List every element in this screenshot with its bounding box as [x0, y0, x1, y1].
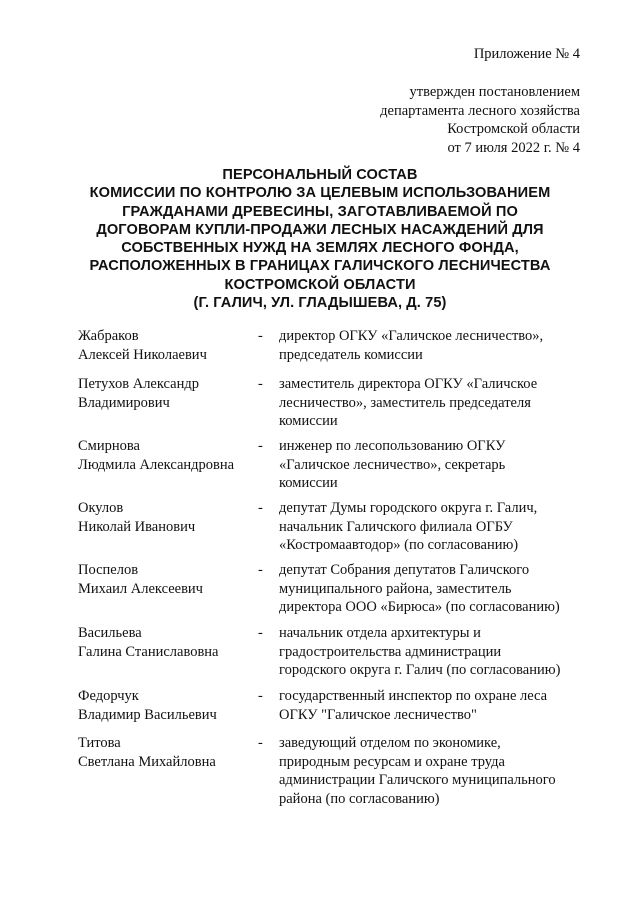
member-name-line: Петухов Александр — [78, 376, 199, 392]
member-role-line: директор ОГКУ «Галичское лесничество», — [279, 328, 544, 344]
member-role — [279, 375, 584, 431]
member-name — [78, 437, 253, 474]
approval-line: департамента лесного хозяйства — [380, 102, 580, 119]
member-role-line: «Костромаавтодор» (по согласованию) — [279, 537, 519, 554]
title-line: (Г. ГАЛИЧ, УЛ. ГЛАДЫШЕВА, Д. 75) — [193, 295, 447, 312]
member-name-line: Федорчук — [78, 688, 139, 704]
title-line: КОМИССИИ ПО КОНТРОЛЮ ЗА ЦЕЛЕВЫМ ИСПОЛЬЗОВАНИЕМ — [89, 185, 551, 202]
approval-line: утвержден постановлением — [409, 84, 580, 100]
member-role — [279, 437, 584, 493]
member-role-line: городского округа г. Галич (по согласованию) — [279, 662, 561, 679]
member-name-line: Жабраков — [78, 328, 139, 344]
member-role-line: государственный инспектор по охране леса — [279, 688, 548, 704]
approval-line: от 7 июля 2022 г. № 4 — [447, 139, 580, 156]
member-role — [279, 561, 584, 617]
member-name-line: Владимир Васильевич — [78, 706, 217, 723]
member-role-line: администрации Галичского муниципального — [279, 772, 556, 789]
member-dash: - — [258, 735, 263, 751]
member-name — [78, 499, 253, 536]
approval-block — [380, 83, 580, 157]
member-role-line: комиссии — [279, 475, 338, 492]
member-name-line: Владимирович — [78, 394, 170, 411]
member-role-line: председатель комиссии — [279, 346, 423, 363]
member-name-line: Поспелов — [78, 562, 139, 578]
member-dash: - — [258, 328, 263, 344]
member-name — [78, 687, 253, 724]
member-name-line: Светлана Михайловна — [78, 753, 216, 770]
member-role — [279, 734, 584, 809]
member-role-line: лесничество», заместитель председателя — [279, 394, 531, 411]
member-role-line: района (по согласованию) — [279, 791, 440, 808]
document-title — [70, 166, 570, 312]
title-line: ПЕРСОНАЛЬНЫЙ СОСТАВ — [222, 167, 418, 183]
member-role — [279, 624, 584, 680]
member-dash: - — [258, 688, 263, 704]
member-dash: - — [258, 500, 263, 516]
member-role-line: начальник Галичского филиала ОГБУ — [279, 518, 513, 535]
member-dash: - — [258, 625, 263, 641]
member-dash: - — [258, 562, 263, 578]
member-dash: - — [258, 438, 263, 454]
member-name-line: Окулов — [78, 500, 124, 516]
title-line: ДОГОВОРАМ КУПЛИ-ПРОДАЖИ ЛЕСНЫХ НАСАЖДЕНИЙ ДЛЯ — [96, 221, 544, 238]
member-name-line: Михаил Алексеевич — [78, 580, 203, 597]
member-role-line: депутат Собрания депутатов Галичского — [279, 562, 530, 578]
member-role-line: муниципального района, заместитель — [279, 580, 512, 597]
member-role-line: инженер по лесопользованию ОГКУ — [279, 438, 506, 454]
member-role-line: депутат Думы городского округа г. Галич, — [279, 500, 538, 516]
member-role-line: ОГКУ "Галичское лесничество" — [279, 706, 477, 723]
member-name — [78, 624, 253, 661]
member-name-line: Людмила Александровна — [78, 456, 235, 473]
member-role-line: начальник отдела архитектуры и — [279, 625, 481, 641]
member-role-line: «Галичское лесничество», секретарь — [279, 456, 506, 473]
title-line: СОБСТВЕННЫХ НУЖД НА ЗЕМЛЯХ ЛЕСНОГО ФОНДА, — [121, 240, 519, 257]
member-role-line: заведующий отделом по экономике, — [279, 735, 501, 751]
member-name-line: Васильева — [78, 625, 142, 641]
member-name-line: Титова — [78, 735, 121, 751]
member-role — [279, 499, 584, 555]
member-name — [78, 561, 253, 598]
member-name-line: Алексей Николаевич — [78, 346, 207, 363]
appendix-label: Приложение № 4 — [473, 46, 580, 62]
member-role-line: директора ООО «Бирюса» (по согласованию) — [279, 599, 560, 616]
member-dash: - — [258, 376, 263, 392]
member-name — [78, 734, 253, 771]
member-role-line: комиссии — [279, 413, 338, 430]
member-name — [78, 327, 253, 364]
member-name-line: Галина Станиславовна — [78, 643, 219, 660]
member-role — [279, 327, 584, 364]
approval-line: Костромской области — [447, 121, 580, 137]
member-role-line: градостроительства администрации — [279, 643, 502, 660]
member-name-line: Николай Иванович — [78, 518, 196, 535]
member-role-line: заместитель директора ОГКУ «Галичское — [279, 376, 538, 392]
member-name-line: Смирнова — [78, 438, 140, 454]
title-line: КОСТРОМСКОЙ ОБЛАСТИ — [224, 276, 416, 293]
member-role — [279, 687, 584, 724]
title-line: РАСПОЛОЖЕННЫХ В ГРАНИЦАХ ГАЛИЧСКОГО ЛЕСНИЧЕСТВА — [89, 258, 551, 275]
member-role-line: природным ресурсам и охране труда — [279, 753, 505, 770]
title-line: ГРАЖДАНАМИ ДРЕВЕСИНЫ, ЗАГОТАВЛИВАЕМОЙ ПО — [122, 203, 518, 220]
member-name — [78, 375, 253, 412]
